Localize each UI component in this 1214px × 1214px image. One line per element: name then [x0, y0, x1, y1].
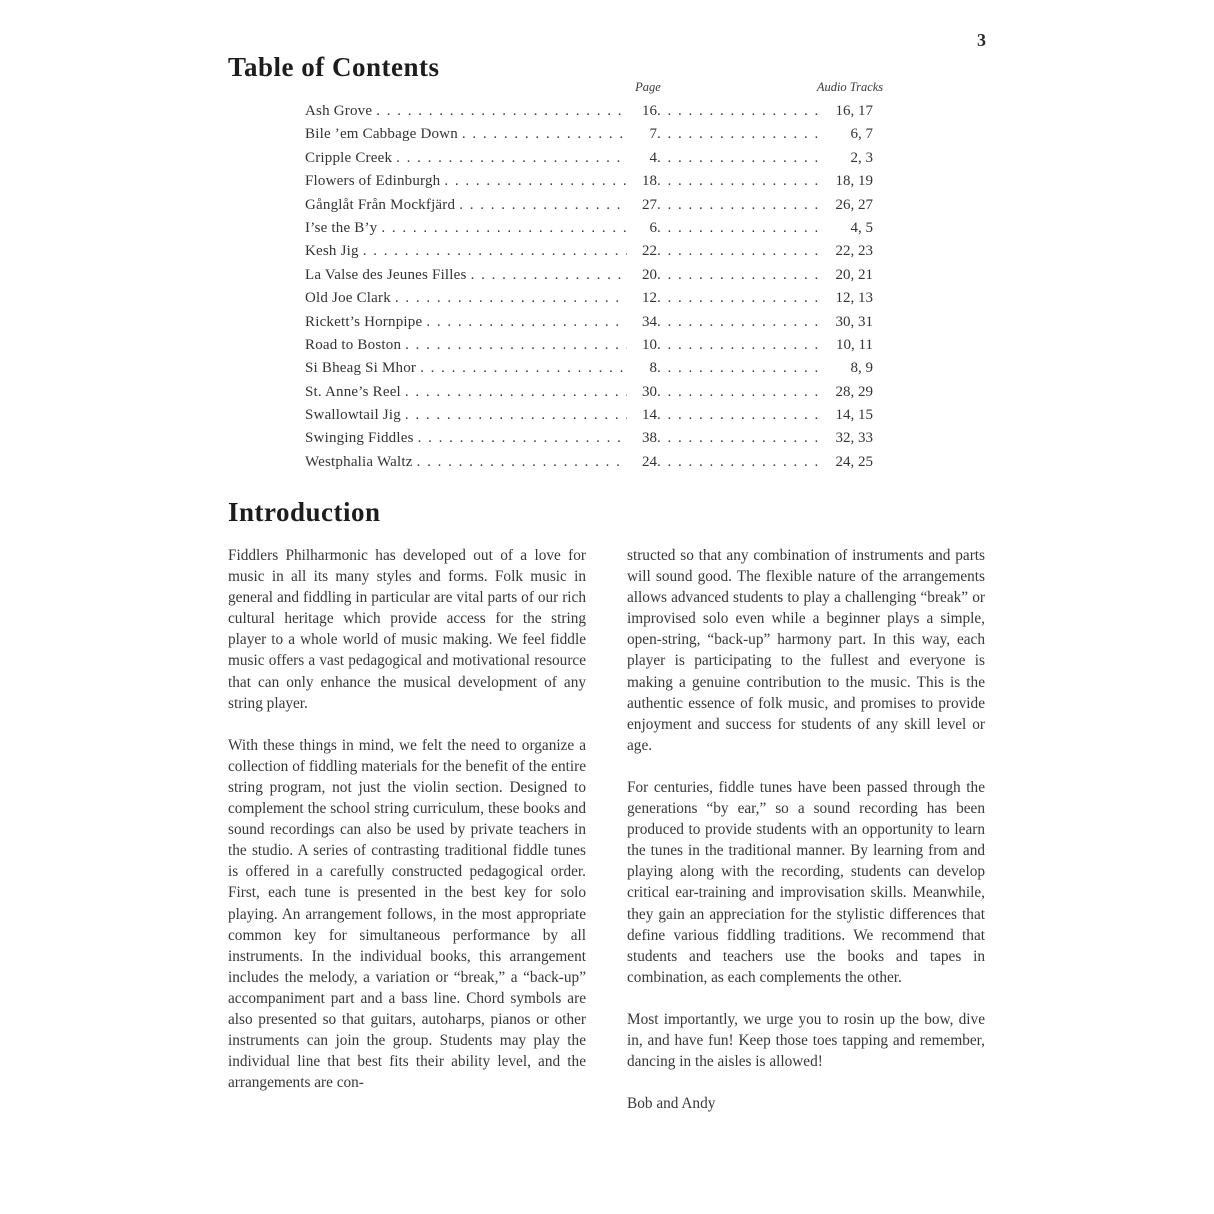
- dot-leader: [657, 337, 825, 354]
- intro-paragraph: Most importantly, we urge you to rosin up the bow, dive in, and have fun! Keep those toes tapping and remember, dancing in the aisles is allowed!: [627, 1010, 985, 1071]
- dot-leader: [657, 384, 825, 401]
- introduction-heading: Introduction: [228, 497, 381, 527]
- toc-entry-tracks: 10, 11: [836, 336, 873, 353]
- toc-entry-title-page-group: [305, 407, 657, 424]
- dot-leader: [444, 173, 627, 190]
- toc-entry-tracks: 28, 29: [835, 383, 873, 400]
- toc-entry-title-page-group: [305, 454, 657, 471]
- toc-entry-row: [305, 103, 873, 126]
- toc-entry-title-page-group: [305, 314, 657, 331]
- toc-entry-page: 24: [642, 453, 657, 470]
- dot-leader: [657, 290, 825, 307]
- dot-leader: [396, 150, 627, 167]
- toc-entry-tracks: 30, 31: [835, 313, 873, 330]
- toc-entry-title: La Valse des Jeunes Filles: [305, 266, 467, 283]
- intro-paragraph: Fiddlers Philharmonic has developed out of a love for music in all its many styles and forms. Folk music in general and fiddling in particular are vital parts of our rich cultural heritage which provide access for the string player to a whole world of music making. We feel fiddle music offers a vast pedagogical and motivational resource that can only enhance the musical development of any string player.: [228, 547, 586, 712]
- toc-entry-page: 10: [642, 336, 657, 353]
- toc-entry-tracks: 16, 17: [835, 103, 873, 119]
- dot-leader: [471, 267, 627, 284]
- dot-leader: [462, 126, 627, 143]
- toc-entry-title-page-group: [305, 150, 657, 167]
- toc-entry-tracks: 24, 25: [835, 453, 873, 470]
- toc-entry-title: Cripple Creek: [305, 149, 393, 166]
- toc-entry-title: Westphalia Waltz: [305, 453, 413, 470]
- toc-entry-title-page-group: [305, 337, 657, 354]
- toc-entry-page: 16: [642, 103, 657, 119]
- dot-leader: [657, 103, 825, 120]
- toc-entry-title-page-group: [305, 360, 657, 377]
- toc-entry-row: [305, 407, 873, 430]
- dot-leader: [417, 454, 627, 471]
- toc-entry-tracks: 6, 7: [850, 126, 873, 143]
- toc-entry-page: 12: [642, 290, 657, 307]
- dot-leader: [657, 360, 825, 377]
- toc-entry-title: Old Joe Clark: [305, 290, 391, 307]
- dot-leader: [657, 173, 825, 190]
- intro-paragraph: structed so that any combination of instruments and parts will sound good. The flexible nature of the arrangements allows advanced students to play a challenging “break” or improvised solo even while a beginner plays a simple, open-string, “back-up” harmony part. In this way, each player is participating to the fullest and everyone is making a genuine contribution to the music. This is the authentic essence of folk music, and promises to provide enjoyment and success for students of any skill level or age.: [627, 547, 985, 754]
- page-number: 3: [977, 30, 986, 50]
- toc-entry-tracks: 2, 3: [850, 149, 873, 166]
- dot-leader: [459, 197, 627, 214]
- toc-entry-page: 7: [649, 126, 657, 143]
- dot-leader: [657, 430, 825, 447]
- toc-entry-title-page-group: [305, 384, 657, 401]
- toc-entry-tracks: 14, 15: [835, 407, 873, 424]
- toc-entry-tracks: 22, 23: [835, 243, 873, 260]
- toc-entry-page: 20: [642, 266, 657, 283]
- toc-entry-row: [305, 430, 873, 453]
- dot-leader: [657, 243, 825, 260]
- toc-entry-title: Gånglåt Från Mockfjärd: [305, 196, 456, 213]
- toc-entry-title-page-group: [305, 173, 657, 190]
- toc-entry-title: St. Anne’s Reel: [305, 383, 401, 400]
- toc-entry-title-page-group: [305, 126, 657, 143]
- toc-entry-title: Swinging Fiddles: [305, 430, 414, 447]
- toc-entry-row: [305, 173, 873, 196]
- dot-leader: [363, 243, 627, 260]
- toc-entry-tracks: 26, 27: [835, 196, 873, 213]
- dot-leader: [381, 220, 627, 237]
- intro-right-column: [627, 545, 985, 1114]
- dot-leader: [405, 337, 627, 354]
- dot-leader: [405, 407, 627, 424]
- dot-leader: [657, 197, 825, 214]
- toc-entry-title-page-group: [305, 243, 657, 260]
- dot-leader: [405, 384, 627, 401]
- toc-entry-title: Kesh Jig: [305, 243, 359, 260]
- intro-paragraph: For centuries, fiddle tunes have been passed through the generations “by ear,” so a sound recording has been produced to provide students with an opportunity to learn the tunes in the traditional manner. By learning from and playing along with the recording, students can develop critical ear-training and improvisation skills. Meanwhile, they gain an appreciation for the stylistic differences that define various fiddling traditions. We recommend that students and teachers use the books and tapes in combination, as each complements the other.: [627, 778, 985, 986]
- toc-entry-title: Road to Boston: [305, 336, 402, 353]
- toc-entry-row: [305, 314, 873, 337]
- toc-entry-title-page-group: [305, 197, 657, 214]
- toc-entry-title-page-group: [305, 430, 657, 447]
- toc-column-headers: [305, 80, 884, 96]
- toc-entry-row: [305, 150, 873, 173]
- toc-entry-row: [305, 197, 873, 220]
- toc-entry-title: Flowers of Edinburgh: [305, 173, 441, 190]
- toc-entry-row: [305, 290, 873, 313]
- toc-entry-tracks: 18, 19: [835, 173, 873, 190]
- introduction-body: [228, 545, 985, 1114]
- toc-list: [305, 103, 873, 477]
- toc-entry-row: [305, 243, 873, 266]
- dot-leader: [418, 430, 627, 447]
- toc-entry-title: Bile ’em Cabbage Down: [305, 126, 458, 143]
- toc-entry-page: 34: [642, 313, 657, 330]
- toc-entry-title: I’se the B’y: [305, 219, 378, 236]
- toc-entry-title-page-group: [305, 290, 657, 307]
- dot-leader: [657, 454, 825, 471]
- toc-entry-title-page-group: [305, 220, 657, 237]
- toc-entry-tracks: 4, 5: [850, 219, 873, 236]
- intro-left-column: [228, 545, 586, 1114]
- toc-entry-row: [305, 384, 873, 407]
- toc-entry-tracks: 20, 21: [835, 266, 873, 283]
- signature: Bob and Andy: [627, 1095, 716, 1113]
- dot-leader: [657, 407, 825, 424]
- dot-leader: [426, 314, 627, 331]
- toc-entry-page: 27: [642, 196, 657, 213]
- toc-entry-title-page-group: [305, 267, 657, 284]
- toc-entry-page: 38: [642, 430, 657, 447]
- toc-entry-page: 30: [642, 383, 657, 400]
- dot-leader: [657, 314, 825, 331]
- toc-entry-title: Si Bheag Si Mhor: [305, 360, 417, 377]
- toc-entry-page: 8: [649, 360, 657, 377]
- toc-entry-tracks: 8, 9: [850, 360, 873, 377]
- toc-entry-title: Rickett’s Hornpipe: [305, 313, 423, 330]
- toc-entry-tracks: 32, 33: [835, 430, 873, 447]
- dot-leader: [395, 290, 627, 307]
- toc-entry-tracks: 12, 13: [835, 290, 873, 307]
- toc-entry-row: [305, 360, 873, 383]
- toc-entry-page: 22: [642, 243, 657, 260]
- toc-entry-row: [305, 337, 873, 360]
- toc-entry-title: Swallowtail Jig: [305, 407, 401, 424]
- toc-entry-title-page-group: [305, 103, 657, 120]
- toc-entry-page: 4: [649, 149, 657, 166]
- toc-heading: Table of Contents: [228, 52, 440, 82]
- dot-leader: [376, 103, 627, 120]
- dot-leader: [657, 126, 825, 143]
- toc-tracks-column-header: Audio Tracks: [816, 80, 884, 94]
- intro-right-paragraphs: [627, 545, 985, 1072]
- toc-entry-title: Ash Grove: [305, 103, 373, 119]
- toc-page-column-header: Page: [635, 80, 661, 94]
- toc-entry-row: [305, 220, 873, 243]
- toc-entry-row: [305, 267, 873, 290]
- dot-leader: [657, 267, 825, 284]
- toc-entry-page: 14: [642, 407, 657, 424]
- intro-paragraph: With these things in mind, we felt the need to organize a collection of fiddling materials for the benefit of the entire string program, not just the violin section. Designed to complement the school string curriculum, these books and sound recordings can also be used by private teachers in the studio. A series of contrasting traditional fiddle tunes is offered in a carefully constructed pedagogical order. First, each tune is presented in the best key for solo playing. An arrangement follows, in the most appropriate common key for simultaneous performance by all instruments. In the individual books, this arrangement includes the melody, a variation or “break,” a “back-up” accompaniment part and a bass line. Chord symbols are also presented so that guitars, autoharps, pianos or other instruments can join the group. Students may play the individual line that best fits their ability level, and the arrangements are con-: [228, 736, 586, 1092]
- dot-leader: [657, 150, 825, 167]
- dot-leader: [420, 360, 627, 377]
- toc-entry-row: [305, 454, 873, 477]
- dot-leader: [657, 220, 825, 237]
- toc-entry-page: 6: [649, 219, 657, 236]
- toc-entry-page: 18: [642, 173, 657, 190]
- toc-entry-row: [305, 126, 873, 149]
